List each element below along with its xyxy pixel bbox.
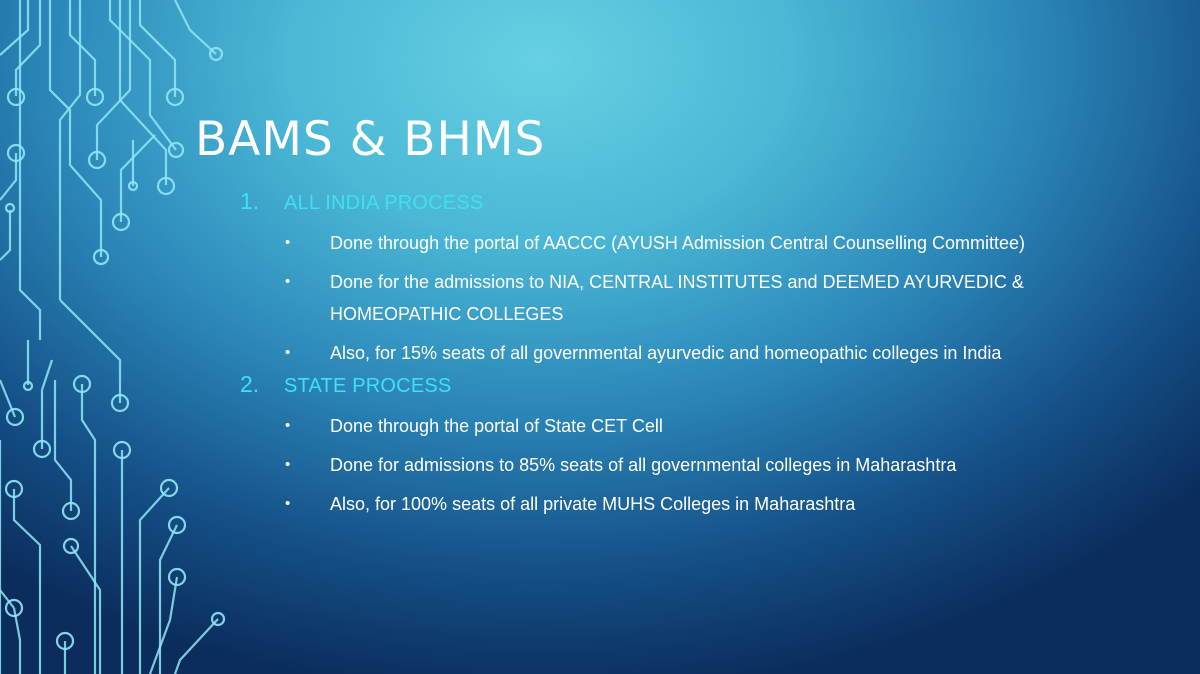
- bullet-list: [240, 410, 1060, 520]
- bullet-text: Also, for 15% seats of all governmental ayurvedic and homeopathic colleges in India: [330, 343, 1002, 363]
- bullet-text: Also, for 100% seats of all private MUHS Colleges in Maharashtra: [330, 494, 856, 514]
- circuit-board-decoration: [0, 0, 240, 674]
- list-item: [240, 449, 1060, 481]
- bullet-dot-icon: •: [285, 417, 291, 434]
- section-all-india-process: [240, 188, 1060, 369]
- bullet-dot-icon: •: [285, 456, 291, 473]
- section-state-process: [240, 371, 1060, 520]
- list-item: [240, 410, 1060, 442]
- bullet-dot-icon: •: [285, 234, 291, 251]
- section-heading: [240, 371, 1060, 403]
- bullet-text: Done through the portal of State CET Cell: [330, 416, 663, 436]
- slide-title: BAMS & BHMS: [195, 112, 546, 167]
- bullet-list: [240, 227, 1060, 369]
- bullet-dot-icon: •: [285, 344, 291, 361]
- bullet-text: Done for admissions to 85% seats of all governmental colleges in Maharashtra: [330, 455, 957, 475]
- list-item: [240, 488, 1060, 520]
- section-heading: [240, 188, 1060, 220]
- section-label: ALL INDIA PROCESS: [284, 192, 484, 214]
- list-item: [240, 337, 1060, 369]
- slide-content: [240, 188, 1060, 520]
- bullet-text: Done for the admissions to NIA, CENTRAL INSTITUTES and DEEMED AYURVEDIC & HOMEOPATHIC COLLEGES: [330, 272, 1024, 324]
- section-number: 1.: [240, 188, 260, 214]
- bullet-dot-icon: •: [285, 273, 291, 290]
- bullet-text: Done through the portal of AACCC (AYUSH Admission Central Counselling Committee): [330, 233, 1025, 253]
- section-number: 2.: [240, 371, 260, 397]
- list-item: [240, 227, 1060, 259]
- bullet-dot-icon: •: [285, 495, 291, 512]
- section-label: STATE PROCESS: [284, 375, 452, 397]
- list-item: [240, 266, 1060, 330]
